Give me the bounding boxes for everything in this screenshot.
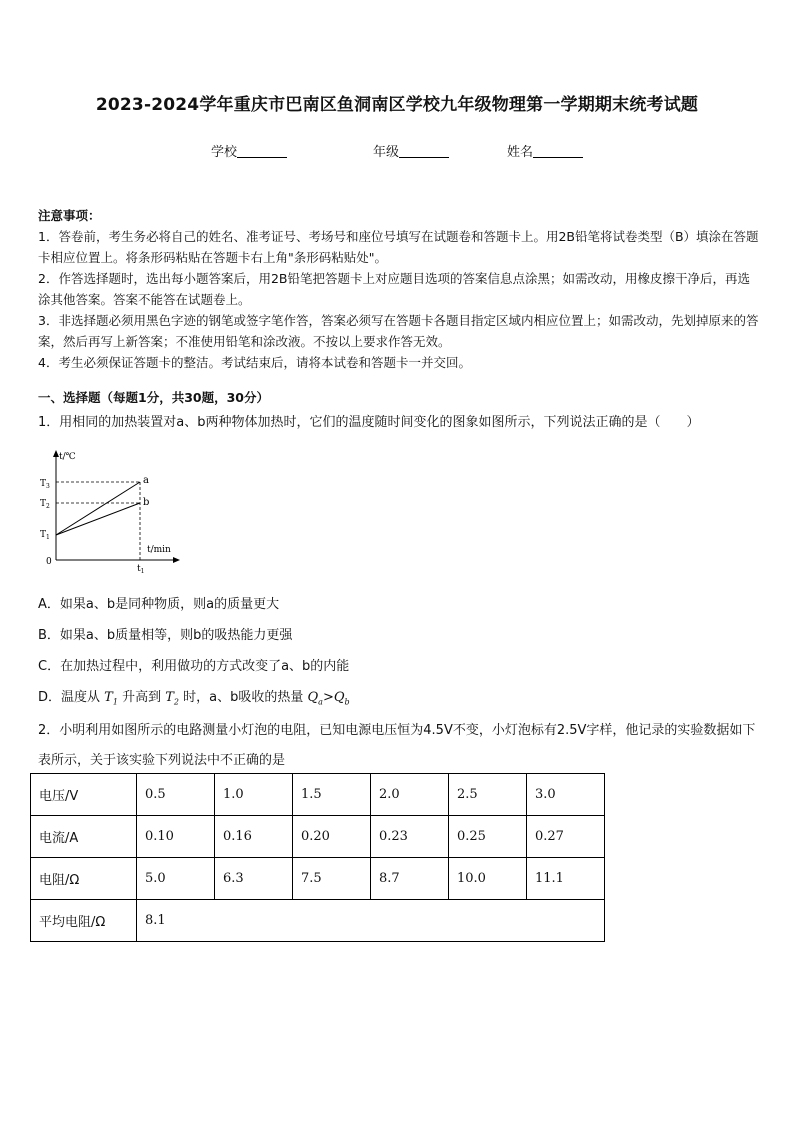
- t2-letter: T: [40, 499, 47, 509]
- option-d-qb: [334, 690, 350, 705]
- t3-label: [40, 479, 50, 490]
- y-axis-label: t/℃: [59, 452, 76, 462]
- option-d-t2-sub: 2: [173, 697, 179, 707]
- grade-label: 年级: [373, 145, 400, 160]
- table-row: [31, 816, 605, 858]
- option-d-t1: [104, 690, 118, 705]
- line-a-label: a: [143, 475, 149, 486]
- t2-subscript: 2: [46, 503, 50, 510]
- x-axis-label: t/min: [147, 545, 171, 555]
- table-cell: 2.0: [371, 774, 449, 816]
- school-blank[interactable]: [237, 145, 287, 158]
- table-cell: 5.0: [137, 858, 215, 900]
- name-field[interactable]: [507, 141, 583, 160]
- option-d-mid: 升高到: [122, 690, 162, 705]
- question-2-stem: 2．小明利用如图所示的电路测量小灯泡的电阻，已知电源电压恒为4.5V不变，小灯泡标有2.5V字样，他记录的实验数据如下表所示，关于该实验下列说法中不正确的是: [38, 723, 756, 768]
- note-item-1: 1．答卷前，考生务必将自己的姓名、准考证号、考场号和座位号填写在试题卷和答题卡上。用2B铅笔将试卷类型（B）填涂在答题卡相应位置上。将条形码粘贴在答题卡右上角"条形码粘贴处"。: [38, 229, 759, 265]
- table-cell: 2.5: [449, 774, 527, 816]
- table-cell: 3.0: [527, 774, 605, 816]
- t3-subscript: 3: [46, 483, 50, 490]
- temperature-time-graph: [36, 448, 186, 578]
- notes-heading: 注意事项：: [38, 208, 101, 223]
- table-cell: 0.5: [137, 774, 215, 816]
- t1-label: [40, 530, 50, 541]
- table-cell: 10.0: [449, 858, 527, 900]
- table-cell: 6.3: [215, 858, 293, 900]
- option-a[interactable]: A．如果a、b是同种物质，则a的质量更大: [38, 597, 280, 612]
- table-row: [31, 774, 605, 816]
- note-item-4: 4．考生必须保证答题卡的整洁。考试结束后，请将本试卷和答题卡一并交回。: [38, 355, 471, 370]
- option-d-prefix: D．温度从: [38, 690, 101, 705]
- table-cell: 0.27: [527, 816, 605, 858]
- option-d-qa-letter: Q: [307, 690, 319, 705]
- experiment-data-table: [30, 773, 605, 942]
- average-resistance-cell: 8.1: [137, 900, 605, 942]
- line-b-label: b: [143, 497, 150, 508]
- page-title: 2023-2024学年重庆市巴南区鱼洞南区学校九年级物理第一学期期末统考试题: [95, 95, 699, 115]
- option-d-gt: >: [322, 690, 334, 705]
- option-d-qa: [307, 690, 322, 705]
- notes-section: [38, 205, 760, 373]
- table-row: [31, 900, 605, 942]
- table-row: [31, 858, 605, 900]
- section-heading: 一、选择题（每题1分，共30题，30分）: [38, 390, 269, 405]
- table-cell: 0.23: [371, 816, 449, 858]
- table-cell: 0.16: [215, 816, 293, 858]
- table-cell: 0.10: [137, 816, 215, 858]
- table-cell: 1.0: [215, 774, 293, 816]
- school-field[interactable]: [211, 141, 287, 160]
- row-label: 平均电阻/Ω: [31, 900, 137, 942]
- row-label: 电流/A: [31, 816, 137, 858]
- option-d-qb-sub: b: [344, 697, 350, 707]
- note-item-3: 3．非选择题必须用黑色字迹的钢笔或签字笔作答，答案必须写在答题卡各题目指定区域内相应位置上；如需改动，先划掉原来的答案，然后再写上新答案；不准使用铅笔和涂改液。不按以上要求作答无效。: [38, 313, 759, 349]
- option-d-t1-sub: 1: [112, 697, 118, 707]
- option-d-qa-sub: a: [318, 697, 323, 707]
- grade-blank[interactable]: [399, 145, 449, 158]
- time-letter: t: [137, 564, 141, 574]
- t1-letter: T: [40, 530, 47, 540]
- note-item-2: 2．作答选择题时，选出每小题答案后，用2B铅笔把答题卡上对应题目选项的答案信息点涂黑；如需改动，用橡皮擦干净后，再选涂其他答案。答案不能答在试题卷上。: [38, 271, 750, 307]
- option-d[interactable]: [38, 686, 350, 707]
- origin-label: 0: [46, 557, 52, 567]
- table-cell: 11.1: [527, 858, 605, 900]
- line-a: [56, 482, 140, 535]
- option-c[interactable]: C．在加热过程中，利用做功的方式改变了a、b的内能: [38, 659, 350, 674]
- x-axis-arrow: [173, 557, 180, 563]
- row-label: 电阻/Ω: [31, 858, 137, 900]
- option-b[interactable]: B．如果a、b质量相等，则b的吸热能力更强: [38, 628, 293, 643]
- name-label: 姓名: [507, 145, 534, 160]
- t1-subscript: 1: [46, 534, 50, 541]
- option-d-t1-letter: T: [104, 690, 113, 705]
- option-d-t2: [165, 690, 179, 705]
- grade-field[interactable]: [373, 141, 449, 160]
- table-cell: 8.7: [371, 858, 449, 900]
- row-label: 电压/V: [31, 774, 137, 816]
- option-d-mid2: 时，a、b吸收的热量: [183, 690, 304, 705]
- option-d-t2-letter: T: [165, 690, 174, 705]
- table-cell: 7.5: [293, 858, 371, 900]
- name-blank[interactable]: [533, 145, 583, 158]
- table-cell: 1.5: [293, 774, 371, 816]
- t2-label: [40, 499, 50, 510]
- line-b: [56, 503, 140, 535]
- time-subscript: 1: [140, 568, 145, 575]
- school-label: 学校: [211, 145, 238, 160]
- t3-letter: T: [40, 479, 47, 489]
- time-t1-label: [137, 564, 144, 575]
- table-cell: 0.20: [293, 816, 371, 858]
- question-1-stem: 1．用相同的加热装置对a、b两种物体加热时，它们的温度随时间变化的图象如图所示，下列说法正确的是（ ）: [38, 415, 700, 430]
- table-cell: 0.25: [449, 816, 527, 858]
- option-d-qb-letter: Q: [333, 690, 345, 705]
